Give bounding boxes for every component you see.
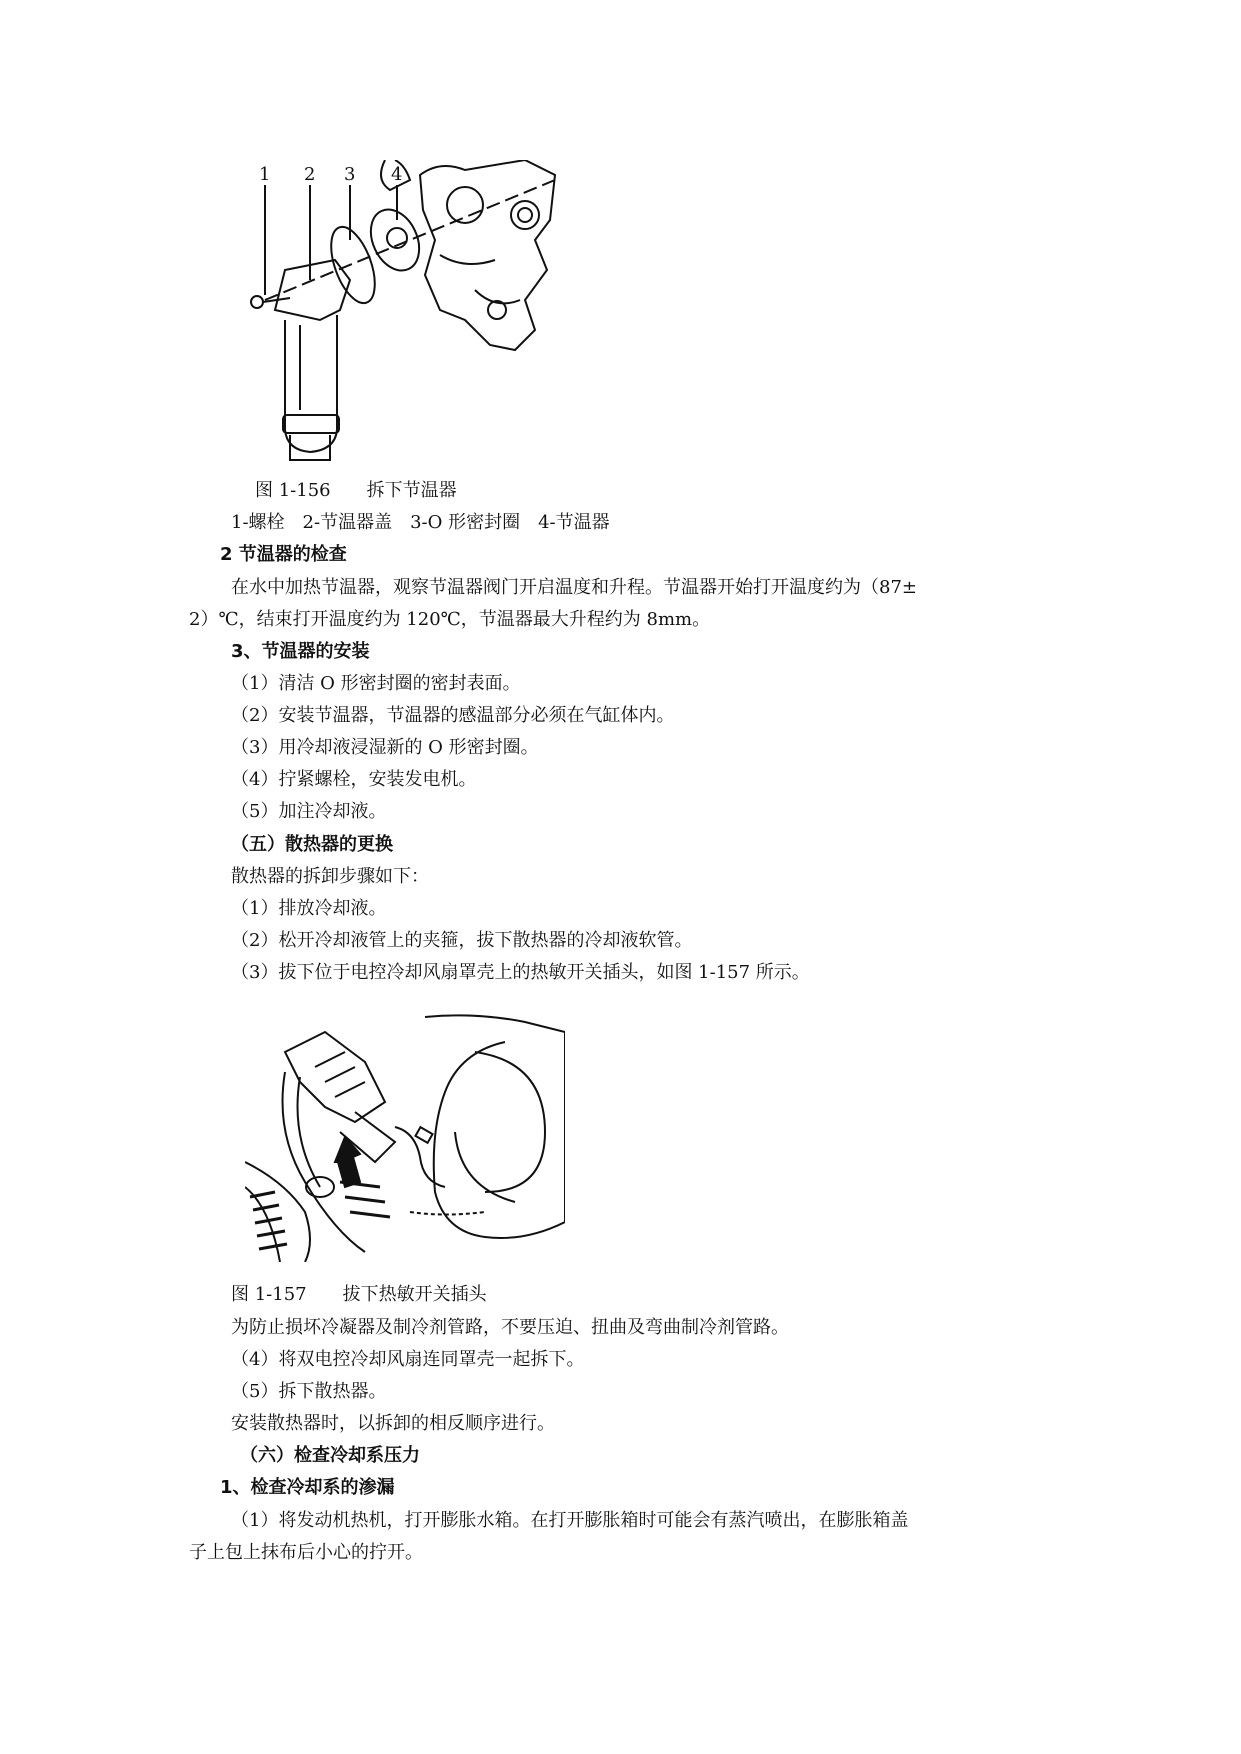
radiator-step-2: （2）松开冷却液管上的夹箍，拔下散热器的冷却液软管。 xyxy=(231,930,693,951)
radiator-intro: 散热器的拆卸步骤如下： xyxy=(231,866,429,887)
callout-4-label: 4 xyxy=(391,164,403,185)
inspect-paragraph-line-1: 在水中加热节温器，观察节温器阀门开启温度和升程。节温器开始打开温度约为（87± xyxy=(231,577,917,598)
thermo-switch-connector-figure xyxy=(245,1012,565,1262)
radiator-step-1: （1）排放冷却液。 xyxy=(231,898,387,919)
section-heading-radiator: （五）散热器的更换 xyxy=(231,834,393,855)
section-heading-install: 3、节温器的安装 xyxy=(231,641,370,662)
section-heading-pressure: （六）检查冷却系压力 xyxy=(240,1445,420,1466)
install-step-4: （4）拧紧螺栓，安装发电机。 xyxy=(231,769,477,790)
subsection-heading-leak: 1、检查冷却系的渗漏 xyxy=(220,1477,395,1498)
pressure-paragraph-line-1: （1）将发动机热机，打开膨胀水箱。在打开膨胀箱时可能会有蒸汽喷出，在膨胀箱盖 xyxy=(231,1510,909,1531)
install-step-1: （1）清洁 O 形密封圈的密封表面。 xyxy=(231,673,521,694)
install-step-3: （3）用冷却液浸湿新的 O 形密封圈。 xyxy=(231,737,539,758)
radiator-install-note: 安装散热器时，以拆卸的相反顺序进行。 xyxy=(231,1413,555,1434)
radiator-step-4: （4）将双电控冷却风扇连同罩壳一起拆下。 xyxy=(231,1349,585,1370)
pressure-paragraph-line-2: 子上包上抹布后小心的拧开。 xyxy=(189,1542,423,1563)
section-heading-inspect: 2 节温器的检查 xyxy=(220,544,347,565)
callout-2-label: 2 xyxy=(304,164,316,185)
refrigerant-warning: 为防止损坏冷凝器及制冷剂管路，不要压迫、扭曲及弯曲制冷剂管路。 xyxy=(231,1317,789,1338)
inspect-paragraph-line-2: 2）℃，结束打开温度约为 120℃，节温器最大升程约为 8mm。 xyxy=(189,609,711,630)
install-step-5: （5）加注冷却液。 xyxy=(231,801,387,822)
figure-1-156-legend: 1-螺栓 2-节温器盖 3-O 形密封圈 4-节温器 xyxy=(231,512,610,533)
install-step-2: （2）安装节温器，节温器的感温部分必须在气缸体内。 xyxy=(231,705,675,726)
thermostat-removal-figure xyxy=(225,160,625,470)
radiator-step-3: （3）拔下位于电控冷却风扇罩壳上的热敏开关插头，如图 1-157 所示。 xyxy=(231,962,810,983)
radiator-step-5: （5）拆下散热器。 xyxy=(231,1381,387,1402)
callout-3-label: 3 xyxy=(344,164,356,185)
figure-1-157-caption: 图 1-157 拔下热敏开关插头 xyxy=(231,1284,487,1305)
callout-1-label: 1 xyxy=(259,164,271,185)
figure-1-156-caption: 图 1-156 拆下节温器 xyxy=(255,480,457,501)
